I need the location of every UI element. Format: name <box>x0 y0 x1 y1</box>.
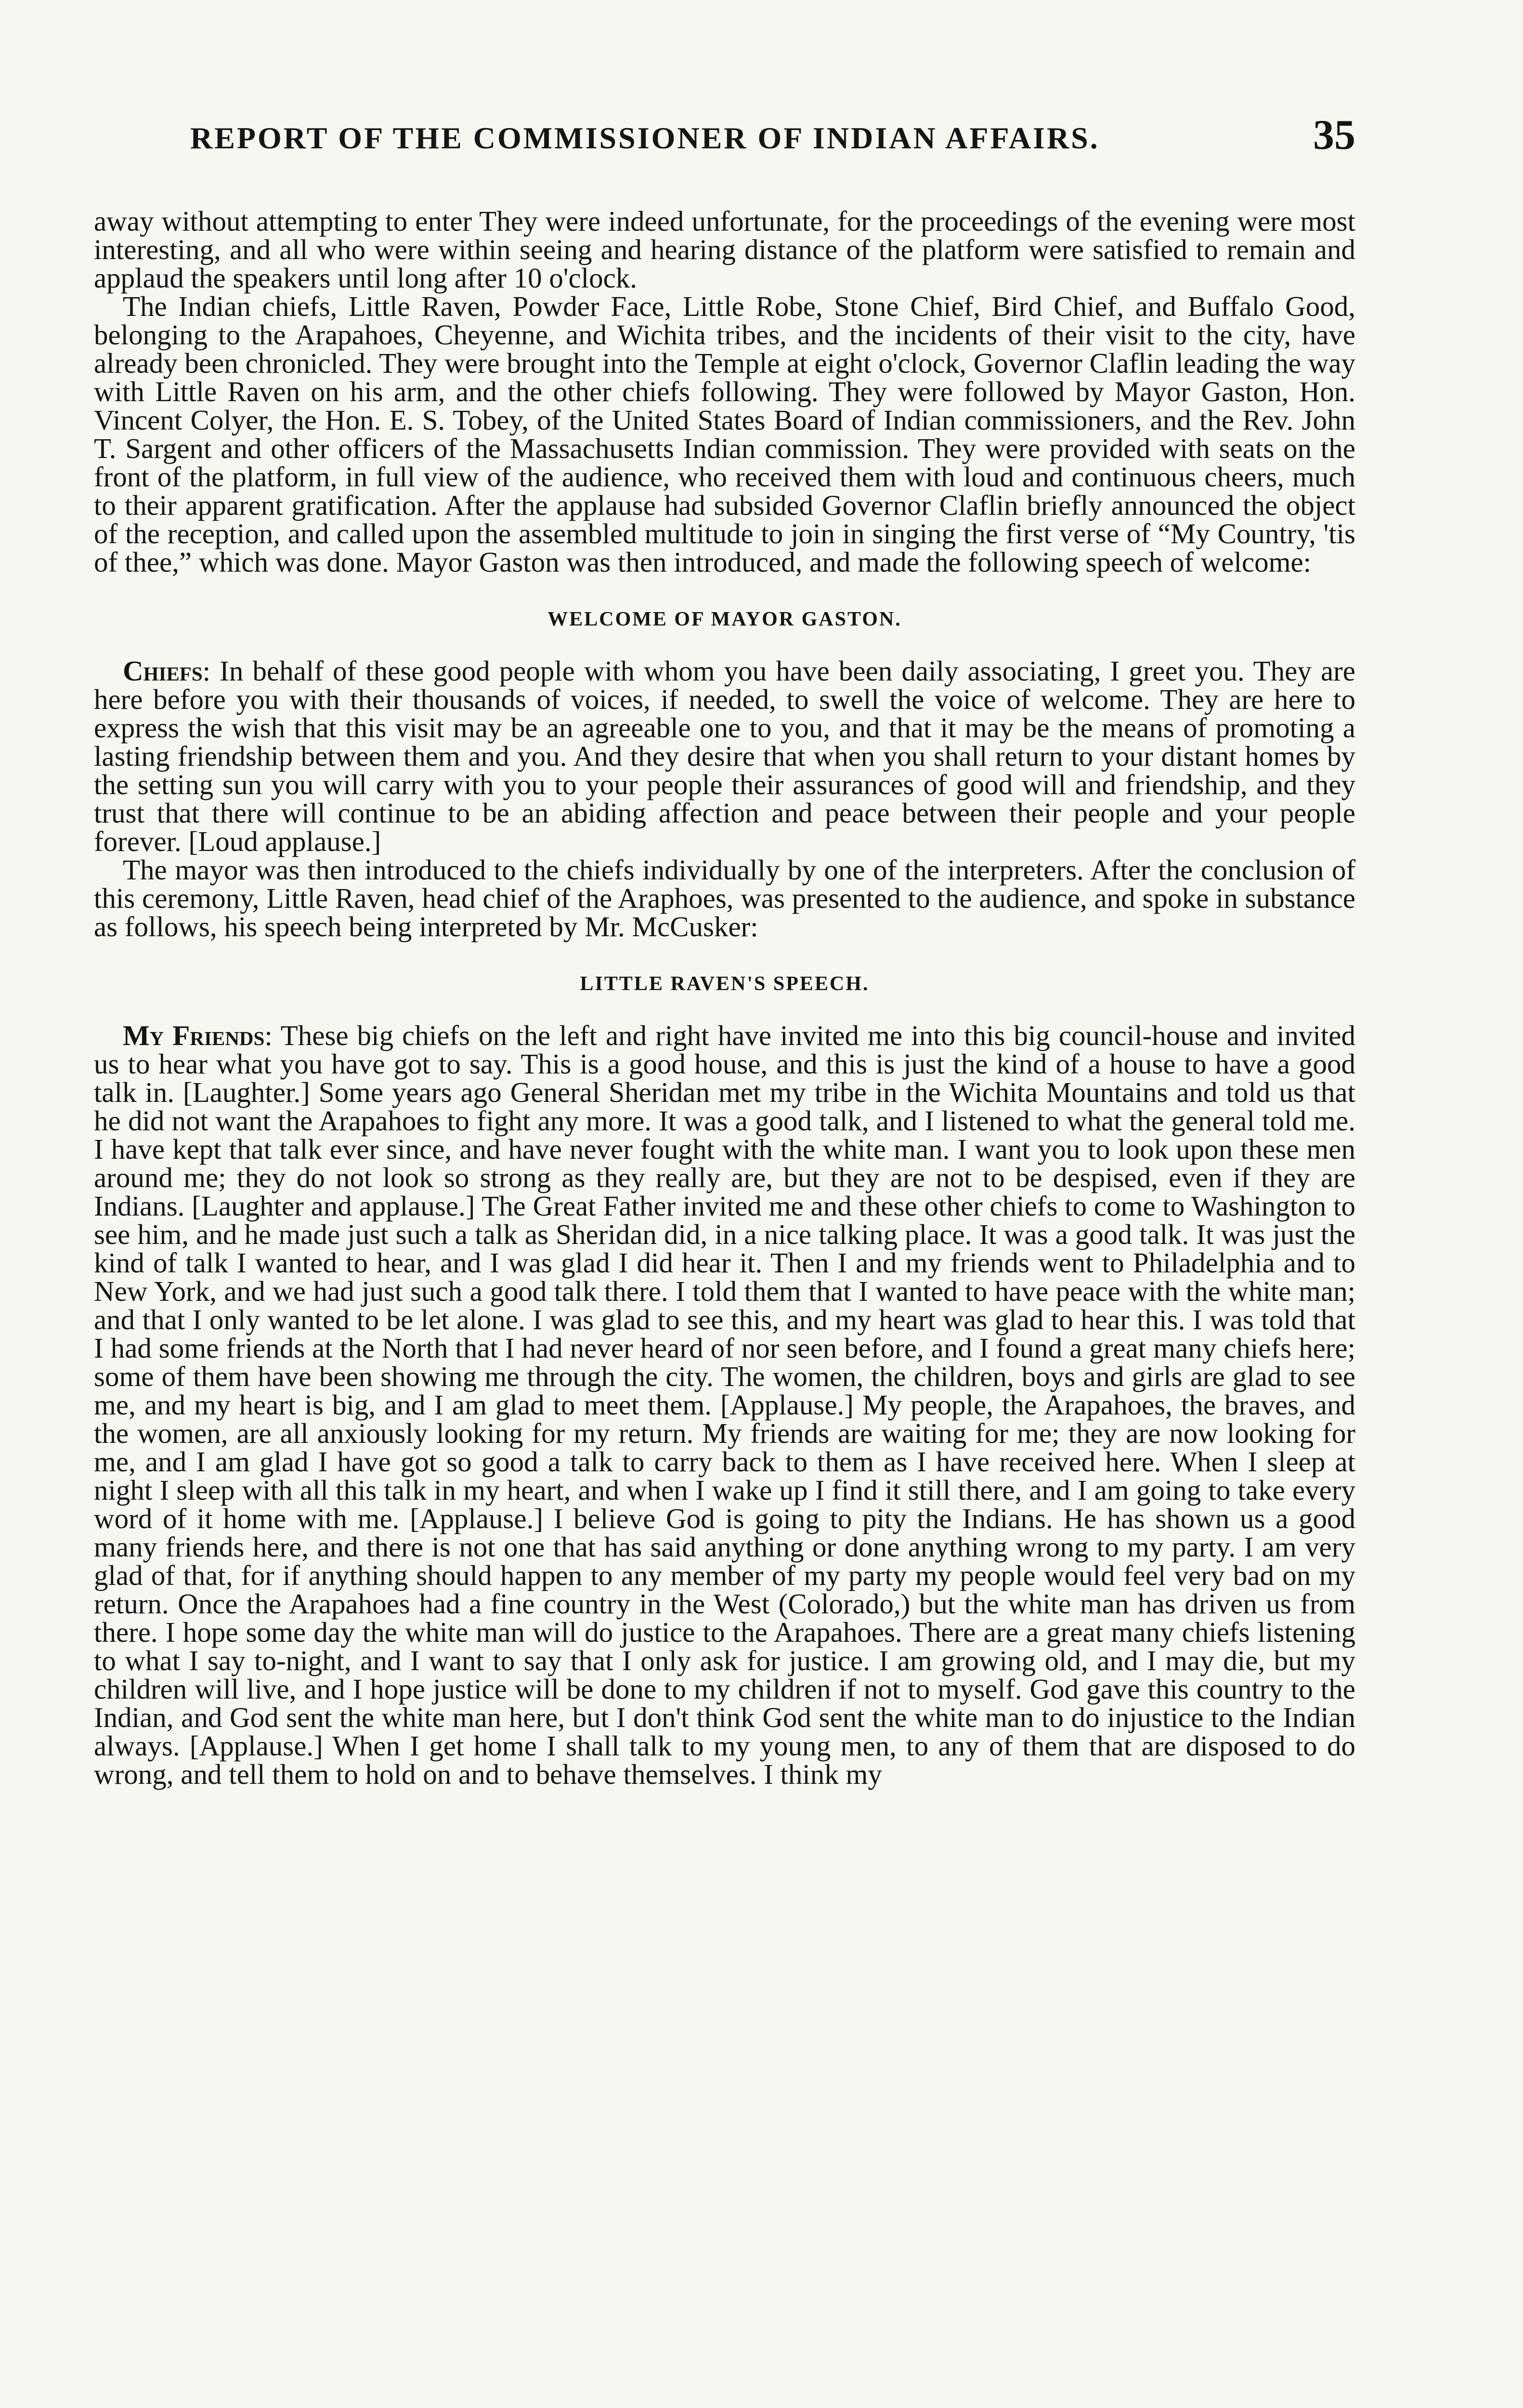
paragraph-continuation: away without attempting to enter They were indeed unfortunate, for the proceedings of the evening were most interesting, and all who were within seeing and hearing distance of the platform were satisfied to remain and applaud the speakers until long after 10 o'clock. <box>94 205 1355 294</box>
welcome-body: : In behalf of these good people with whom you have been daily associating, I greet you. They are here before you with their thousands of voices, if needed, to swell the voice of welcome. They are here to express the wish that this visit may be an agreeable one to you, and that it may be the means of promoting a lasting friendship between them and you. And they desire that when you shall return to your distant homes by the setting sun you will carry with you to your people their assurances of good will and friendship, and they trust that there will continue to be an abiding affection and peace between their people and your people forever. [Loud applause.] <box>94 655 1355 857</box>
document-page <box>84 111 1365 2408</box>
section-heading-welcome: WELCOME OF MAYOR GASTON. <box>547 608 902 630</box>
running-head <box>84 111 1365 178</box>
paragraph-chiefs-arrival: The Indian chiefs, Little Raven, Powder Face, Little Robe, Stone Chief, Bird Chief, and Buffalo Good, belonging to the Arapahoes, Cheyenne, and Wichita tribes, and the incidents of their visit to the city, have already been chronicled. They were brought into the Temple at eight o'clock, Governor Claflin leading the way with Little Raven on his arm, and the other chiefs following. They were followed by Mayor Gaston, Hon. Vincent Colyer, the Hon. E. S. Tobey, of the United States Board of Indian commissioners, and the Rev. John T. Sargent and other officers of the Massachusetts Indian commission. They were provided with seats on the front of the platform, in full view of the audience, who received them with loud and continuous cheers, much to their apparent gratification. After the applause had subsided Governor Claflin briefly announced the object of the reception, and called upon the assembled multitude to join in singing the first verse of “My Country, 'tis of thee,” which was done. Mayor Gaston was then introduced, and made the following speech of welcome: <box>94 290 1355 578</box>
section-heading-speech: LITTLE RAVEN'S SPEECH. <box>580 973 870 995</box>
speech-body: : These big chiefs on the left and right have invited me into this big council-house and invited us to hear what you have got to say. This is a good house, and this is just the kind of a house to have a good talk in. [Laughter.] Some years ago General Sheridan met my tribe in the Wichita Mountains and told us that he did not want the Arapahoes to fight any more. It was a good talk, and I listened to what the general told me. I have kept that talk ever since, and have never fought with the white man. I want you to look upon these men around me; they do not look so strong as they really are, but they are not to be despised, even if they are Indians. [Laughter and applause.] The Great Father invited me and these other chiefs to come to Washington to see him, and he made just such a talk as Sheridan did, in a nice talking place. It was a good talk. It was just the kind of talk I wanted to hear, and I was glad I did hear it. Then I and my friends went to Philadelphia and to New York, and we had just such a good talk there. I told them that I wanted to have peace with the white man; and that I only wanted to be let alone. I was glad to see this, and my heart was glad to hear this. I was told that I had some friends at the North that I had never heard of nor seen before, and I found a great many chiefs here; some of them have been showing me through the city. The women, the children, boys and girls are glad to see me, and my heart is big, and I am glad to meet them. [Applause.] My people, the Arapahoes, the braves, and the women, are all anxiously looking for my return. My friends are waiting for me; they are now looking for me, and I am glad I have got so good a talk to carry back to them as I have received here. When I sleep at night I sleep with all this talk in my heart, and when I wake up I find it still there, and I am going to take every word of it home with me. [Applause.] I believe God is going to pity the Indians. He has shown us a good many friends here, and there is not one that has said anything or done anything wrong to my party. I am very glad of that, for if anything should happen to any member of my party my people would feel very bad on my return. Once the Arapahoes had a fine country in the West (Colorado,) but the white man has driven us from there. I hope some day the white man will do justice to the Arapahoes. There are a great many chiefs listening to what I say to-night, and I want to say that I only ask for justice. I am growing old, and I may die, but my children will live, and I hope justice will be done to my children if not to myself. God gave this country to the Indian, and God sent the white man here, but I don't think God sent the white man to do injustice to the Indian always. [Applause.] When I get home I shall talk to my young men, to any of them that are disposed to do wrong, and tell them to hold on and to behave themselves. I think my <box>94 1020 1355 1790</box>
paragraph-welcome-speech <box>94 657 1355 856</box>
paragraph-little-raven-speech <box>94 1021 1355 1789</box>
page-number: 35 <box>1313 112 1355 158</box>
speech-address: My Friends <box>123 1020 265 1051</box>
paragraph-introduction: The mayor was then introduced to the chiefs individually by one of the interpreters. After the conclusion of this ceremony, Little Raven, head chief of the Araphoes, was presented to the audience, and spoke in substance as follows, his speech being interpreted by Mr. McCusker: <box>94 854 1355 942</box>
page-title: REPORT OF THE COMMISSIONER OF INDIAN AFFAIRS. <box>190 121 1100 155</box>
body-text <box>94 207 1355 1789</box>
welcome-address: Chiefs <box>123 655 203 687</box>
